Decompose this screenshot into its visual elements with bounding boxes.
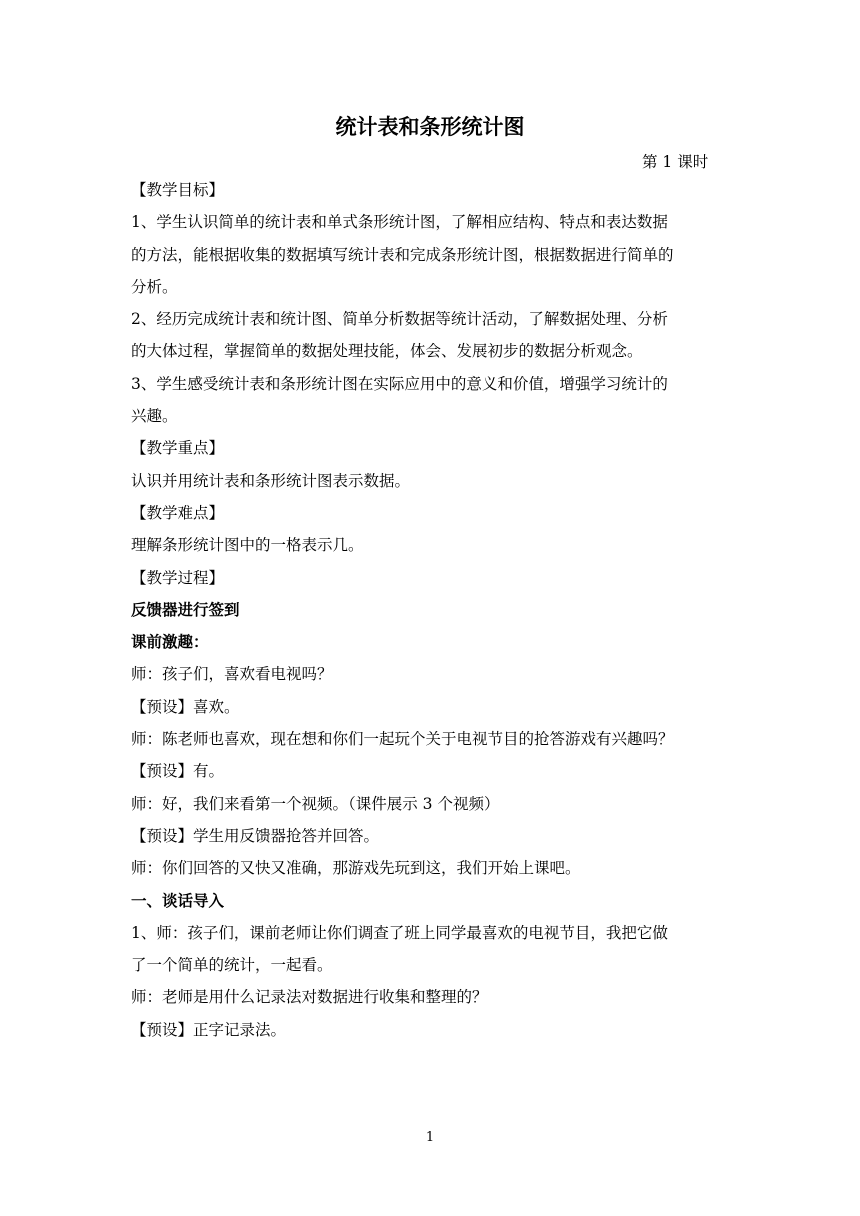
body-line: 师：陈老师也喜欢，现在想和你们一起玩个关于电视节目的抢答游戏有兴趣吗？ xyxy=(131,730,674,749)
body-line: 师：老师是用什么记录法对数据进行收集和整理的？ xyxy=(131,988,488,1007)
body-line: 1、学生认识简单的统计表和单式条形统计图，了解相应结构、特点和表达数据 xyxy=(131,213,668,232)
body-line: 【预设】正字记录法。 xyxy=(131,1020,287,1039)
body-line: 师：好，我们来看第一个视频。（课件展示 3 个视频） xyxy=(131,794,500,813)
body-line: 的方法，能根据收集的数据填写统计表和完成条形统计图，根据数据进行简单的 xyxy=(131,245,674,264)
body-line: 理解条形统计图中的一格表示几。 xyxy=(131,536,364,555)
section-heading-key-points: 【教学重点】 xyxy=(131,439,225,458)
document-title: 统计表和条形统计图 xyxy=(335,115,525,139)
body-line: 【预设】学生用反馈器抢答并回答。 xyxy=(131,826,380,845)
body-line: 师：孩子们，喜欢看电视吗？ xyxy=(131,665,333,684)
page-number: 1 xyxy=(425,1130,435,1145)
body-line: 【预设】有。 xyxy=(131,762,225,781)
document-body xyxy=(131,174,731,1046)
body-line: 2、经历完成统计表和统计图、简单分析数据等统计活动，了解数据处理、分析 xyxy=(131,310,668,329)
body-line: 认识并用统计表和条形统计图表示数据。 xyxy=(131,471,411,490)
bold-heading-intro: 一、谈话导入 xyxy=(131,891,225,910)
body-line: 3、学生感受统计表和条形统计图在实际应用中的意义和价值，增强学习统计的 xyxy=(131,374,668,393)
body-line: 兴趣。 xyxy=(131,407,178,426)
bold-heading-warmup: 课前激趣： xyxy=(131,633,209,652)
body-line: 【预设】喜欢。 xyxy=(131,697,240,716)
section-heading-process: 【教学过程】 xyxy=(131,568,225,587)
bold-heading-checkin: 反馈器进行签到 xyxy=(131,600,240,619)
body-line: 了一个简单的统计，一起看。 xyxy=(131,956,333,975)
body-line: 1、师：孩子们，课前老师让你们调查了班上同学最喜欢的电视节目，我把它做 xyxy=(131,923,668,942)
body-line: 分析。 xyxy=(131,277,178,296)
section-heading-objectives: 【教学目标】 xyxy=(131,181,225,199)
body-line: 师：你们回答的又快又准确，那游戏先玩到这，我们开始上课吧。 xyxy=(131,859,581,878)
body-line: 的大体过程，掌握简单的数据处理技能，体会、发展初步的数据分析观念。 xyxy=(131,342,643,361)
section-heading-difficulties: 【教学难点】 xyxy=(131,503,225,522)
lesson-label: 第 1 课时 xyxy=(642,153,709,171)
